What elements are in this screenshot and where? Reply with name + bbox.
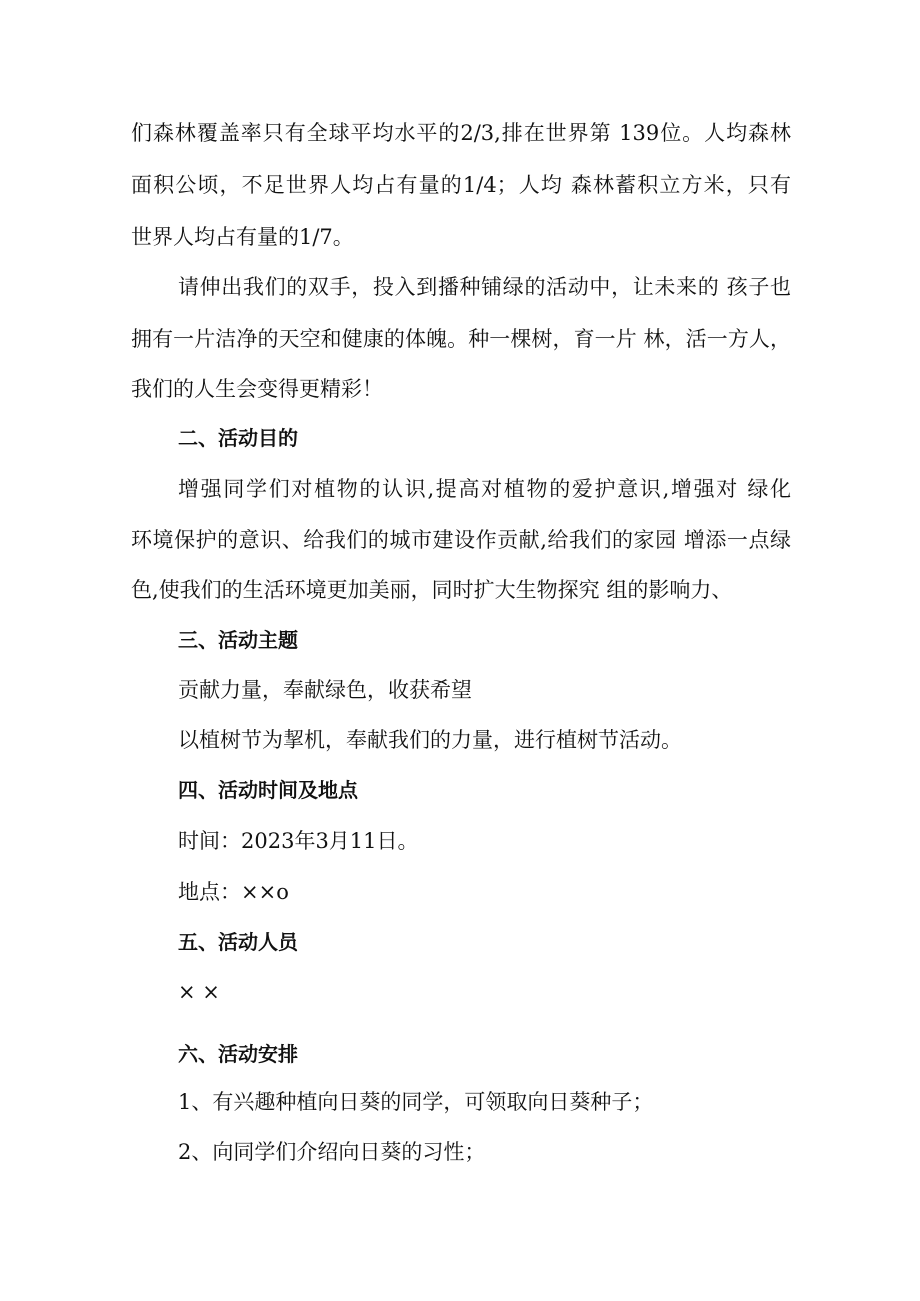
section2-heading: 二、活动目的 [178,426,298,450]
section3-line1: 贡献力量，奉献绿色，收获希望 [178,678,472,702]
section4-place: 地点：××o [178,880,289,904]
paragraph1-line1: 们森林覆盖率只有全球平均水平的2/3,排在世界第 139位。人均森林 [131,121,791,145]
section2-line2: 环境保护的意识、给我们的城市建设作贡献,给我们的家园 增添一点绿 [131,528,791,552]
section4-heading: 四、活动时间及地点 [178,778,358,802]
section3-heading: 三、活动主题 [178,628,298,652]
section5-heading: 五、活动人员 [178,930,298,954]
section5-people: × × [178,980,220,1004]
section2-line3: 色,使我们的生活环境更加美丽，同时扩大生物探究 组的影响力、 [131,578,733,602]
section3-line2: 以植树节为挈机，奉献我们的力量，进行植树节活动。 [178,728,682,752]
paragraph2-line3: 我们的人生会变得更精彩！ [131,377,383,401]
section6-item2: 2、向同学们介绍向日葵的习性； [178,1140,486,1164]
paragraph2-line2: 拥有一片洁净的天空和健康的体魄。种一棵树，育一片 林，活一方人， [131,327,791,351]
section6-item1: 1、有兴趣种植向日葵的同学，可领取向日葵种子； [178,1090,654,1114]
section4-time: 时间：2023年3月11日。 [178,829,419,853]
paragraph2-line1: 请伸出我们的双手，投入到播种铺绿的活动中，让未来的 孩子也 [178,275,791,299]
paragraph1-line3: 世界人均占有量的1/7。 [131,225,354,249]
paragraph1-line2: 面积公顷，不足世界人均占有量的1/4；人均 森林蓄积立方米，只有 [131,173,791,197]
section2-line1: 增强同学们对植物的认识,提高对植物的爱护意识,增强对 绿化 [178,477,791,501]
section6-heading: 六、活动安排 [178,1042,298,1066]
